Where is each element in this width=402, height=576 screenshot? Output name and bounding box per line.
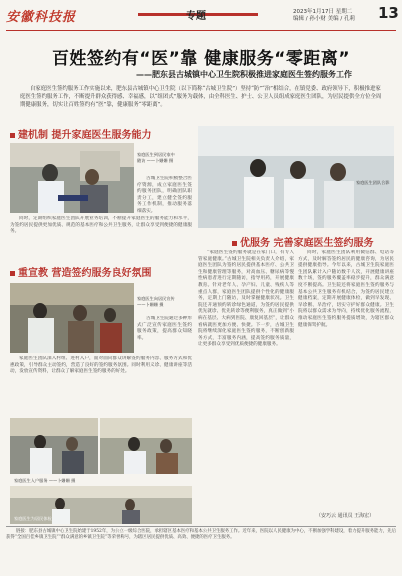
photo-house-call [10, 418, 98, 474]
masthead [0, 0, 402, 32]
section1-text-a: 古城卫生院积极整合医疗资源，成立家庭医生签约服务团队，明确团队职责分工，建立健全签约服务工作机制，推动服务落细落实。 [137, 176, 192, 214]
section-title-1: 建机制 提升家庭医生服务能力 [10, 126, 151, 141]
masthead-meta [293, 9, 355, 23]
section3-text-b: 同时，家庭医生团队利用微信群、电话等方式，及时解答签约居民的健康咨询，为居民提供健康指导。今年以来，古城卫生院家庭医生团队累计入户随访数千人次，开展健康讲座数十场，签约服务覆盖率稳步提升，群众满意度不断提高。卫生院还将家庭医生签约服务与基本公共卫生服务有机结合，为签约居民建立健康档案，定期开展健康体检，做到早发现、早诊断、早治疗，切实守护好群众健康。卫生院将以群众需求为导向，持续优化服务流程，推动家庭医生签约服务提质增效，为辖区群众健康保驾护航。 [298, 250, 394, 328]
paper-logo: 安徽科技报 [6, 10, 77, 25]
date-line: 2023年1月17日 星期二 [293, 9, 353, 15]
section2-text-a: 古城卫生院通过多种形式广泛宣传家庭医生签约服务政策，提高群众知晓率。 [137, 316, 192, 341]
photo-home-visit [10, 143, 134, 213]
photo-caption-4: 家庭医生为居民体检 [14, 516, 52, 521]
square-bullet-icon [10, 271, 15, 276]
square-bullet-icon [232, 241, 237, 246]
subhead: ——肥东县古城镇中心卫生院积极推进家庭医生签约服务工作 [136, 70, 352, 79]
lead-paragraph: 自家庭医生签约服务工作实施以来，肥东县古城镇中心卫生院（以下简称“古城卫生院”）坚持“防”“治”相结合，在镇党委、政府领导下，积极推进家庭医生签约服务工作，不断提升群众获得感、幸福感，以“组团式”服务为载体，由全科医生、护士、公卫人员组成家庭医生团队，为居民提供全方位全周期健康服务，切实让百姓签约有“医”靠，健康服务“零距离”。 [20, 86, 382, 109]
footer-note: 链接：肥东县古城镇中心卫生院始建于1952年，为公立一级综合医院，承担辖区基本医疗和基本公共卫生服务工作。近年来，医院以人民健康为中心，不断加强学科建设，着力提升服务能力，先后获得“全国百佳乡镇卫生院”“群众满意的乡镇卫生院”等荣誉称号，为辖区居民提供优质、高效、便捷的医疗卫生服务。 [6, 529, 396, 541]
editor-line: 编辑 / 孙小财 美编 / 孔莉 [293, 16, 355, 22]
photo-checkup [100, 418, 192, 474]
photo-caption-2: 家庭医生向居民宣传 ——卜姗姗 摄 [137, 296, 175, 307]
section-title-3: 优服务 完善家庭医生签约服务 [232, 234, 373, 249]
page-number: 13 [378, 4, 399, 22]
section-name: 专题 [186, 11, 206, 22]
section1-text-b: 同时，定期组织家庭医生团队开展业务培训，不断提升家庭医生的服务能力和水平，为签约居民提供更加优质、规范的基本医疗和公共卫生服务，让群众享受到便捷的健康服务。 [10, 216, 192, 235]
section-title-2: 重宣教 营造签约服务良好氛围 [10, 264, 151, 279]
masthead-rule [6, 30, 396, 31]
photo-caption-team: 家庭医生团队合影 [356, 180, 390, 185]
photo-publicity [10, 283, 134, 353]
section2-text-b: 家庭医生团队深入村组、进村入户，面对面向群众讲解签约服务内容、服务方式和优惠政策，引导群众主动签约，营造了良好的签约服务氛围。同时利用义诊、健康讲座等活动，发放宣传资料，让群众了解家庭医生签约服务的好处。 [10, 356, 192, 375]
square-bullet-icon [10, 133, 15, 138]
photo-caption-1: 家庭医生到居民家中随访 ——卜姗姗 摄 [137, 152, 175, 163]
photo-team [198, 126, 394, 228]
photo-caption-3: 家庭医生入户服务 ——卜姗姗 摄 [14, 478, 76, 483]
footer-link-box [6, 526, 396, 573]
section3-text-a: “家庭医生签约服务就是在家门口，有专人管家庭健康。”古城卫生院相关负责人介绍，家庭医生团队为签约居民提供基本医疗、公共卫生和健康管理等服务，对高血压、糖尿病等慢性病患者进行定期随访，指导用药，开展健康教育。针对老年人、孕产妇、儿童、残疾人等重点人群，家庭医生团队提供个性化的健康服务，定期上门随访，及时掌握健康状况。卫生院还开通预约转诊绿色通道，为签约居民提供优先就诊、优先转诊等便利服务，真正做到“小病在基层、大病到医院、康复回基层”，让群众看病就医更加方便、快捷。下一步，古城卫生院将继续深化家庭医生签约服务，不断创新服务方式，丰富服务内涵，提高签约服务质量，让更多群众享受到优质便捷的健康服务。 [198, 250, 294, 348]
headline: 百姓签约有“医”靠 健康服务“零距离” [51, 49, 351, 69]
byline: （安巧云 通讯员 王海宏） [316, 513, 375, 519]
